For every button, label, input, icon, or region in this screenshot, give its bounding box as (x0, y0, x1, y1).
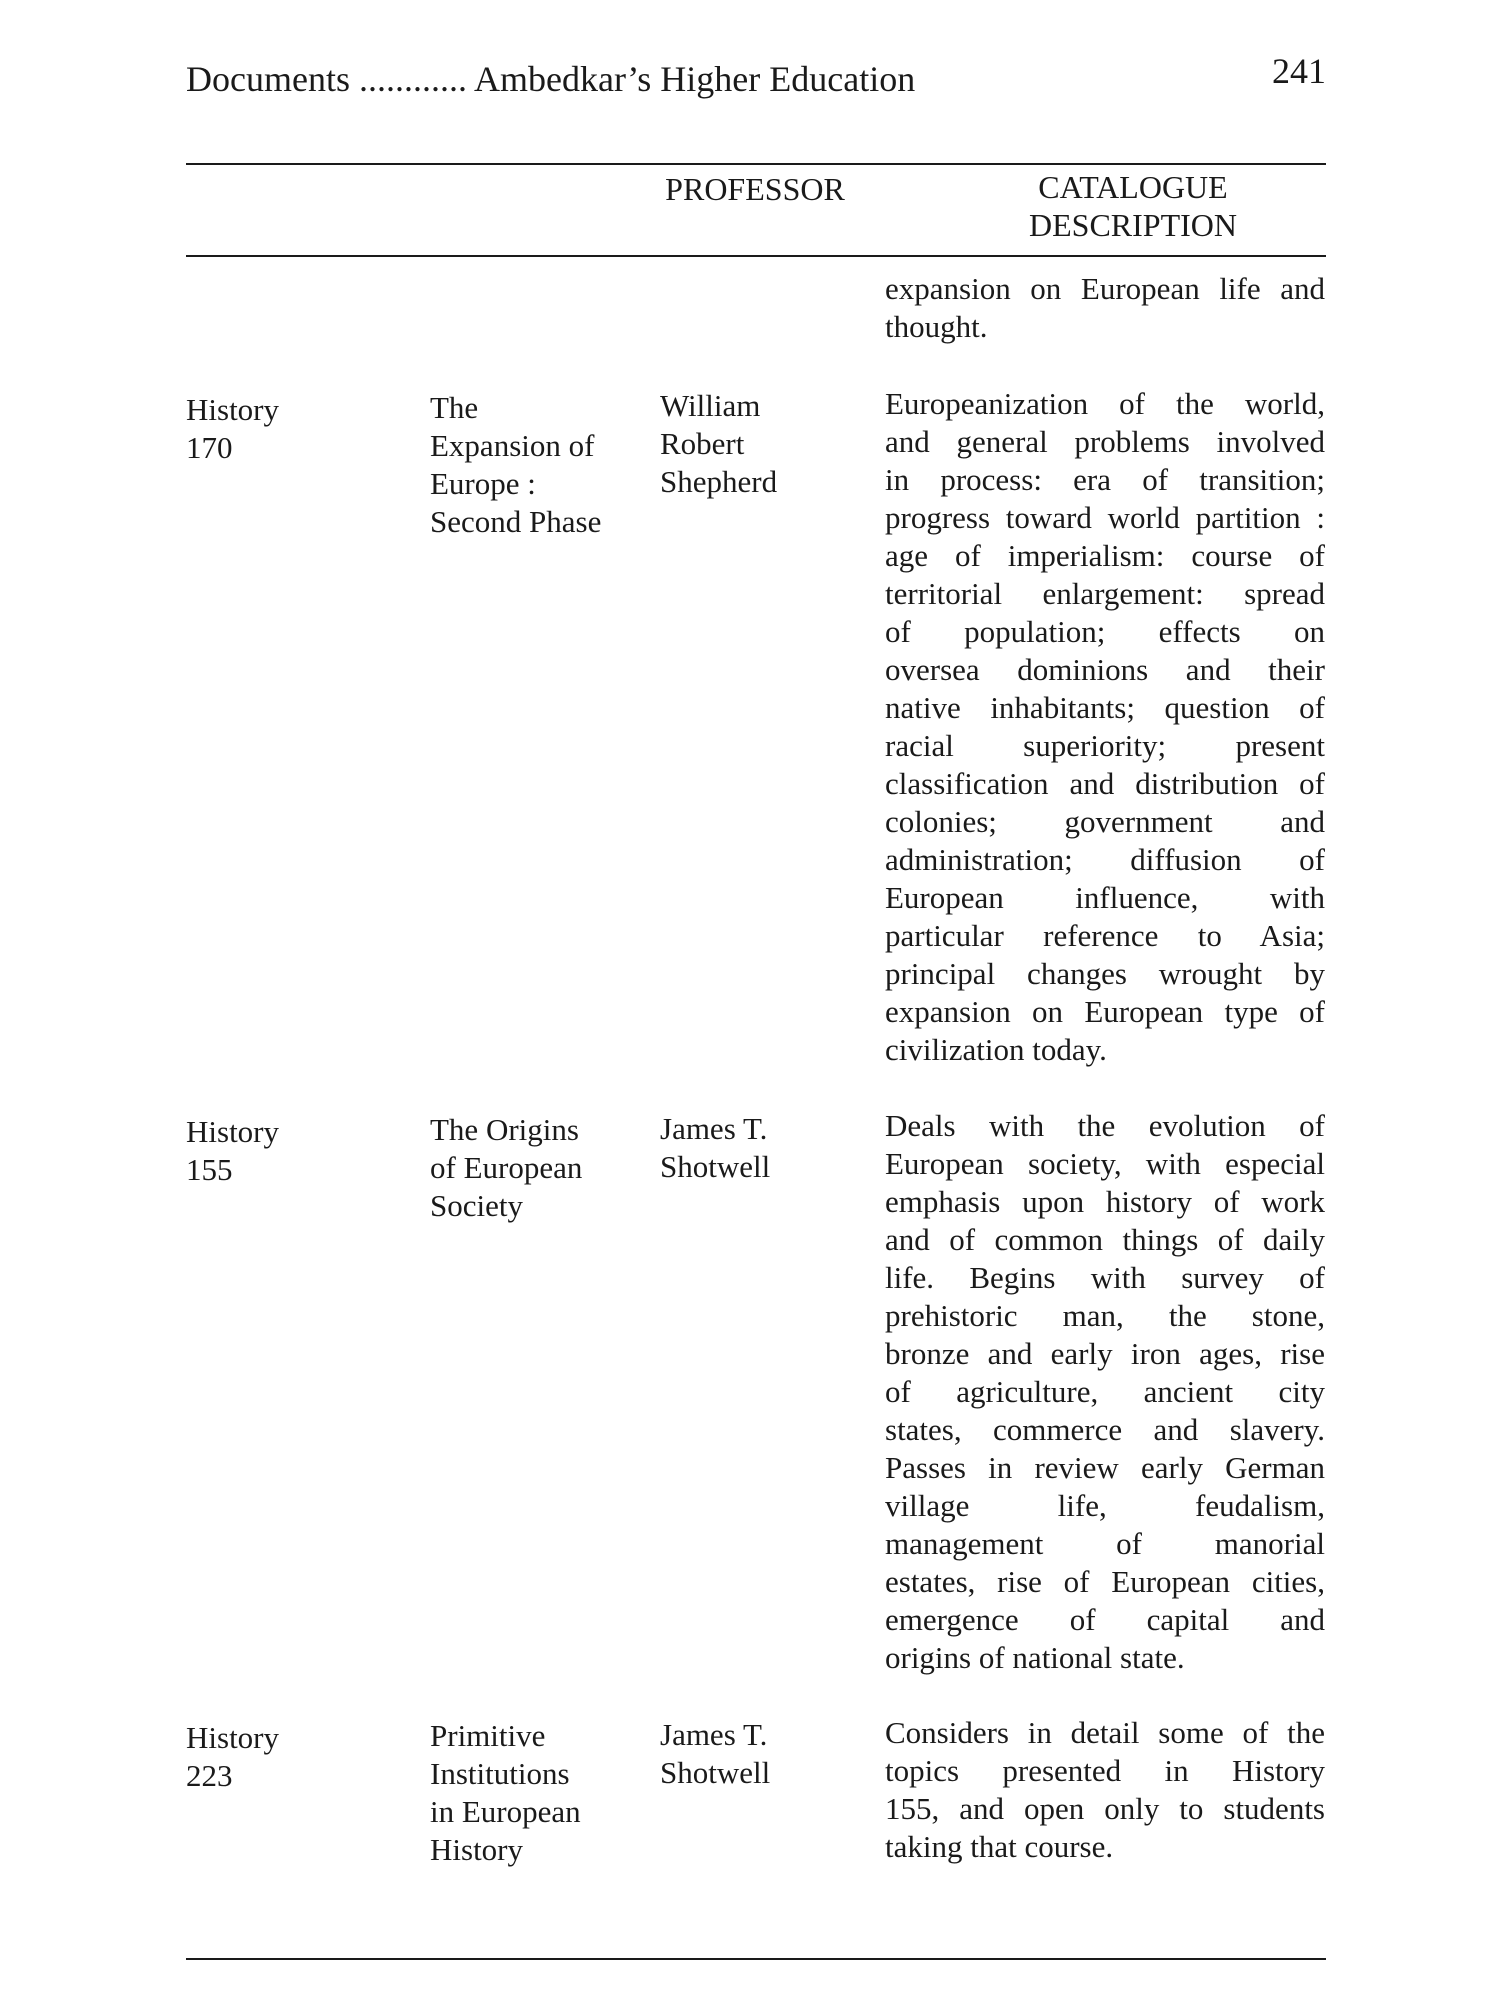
course-title-line: The Origins (430, 1112, 579, 1147)
description-line: thought. (885, 309, 988, 344)
course-professor (660, 387, 860, 501)
course-title-line: of European (430, 1150, 583, 1185)
course-title-line: Europe : (430, 466, 536, 501)
professor-line: William (660, 388, 761, 423)
course-title (430, 1111, 650, 1225)
course-title (430, 389, 650, 541)
course-number-line: 155 (186, 1152, 233, 1187)
course-title-line: Institutions (430, 1756, 570, 1791)
description-line: Considers in detail some of the (885, 1715, 1325, 1750)
description-line: management of manorial (885, 1526, 1325, 1561)
description-line: classification and distribution of (885, 766, 1325, 801)
description-line: emergence of capital and (885, 1602, 1325, 1637)
column-header-professor: PROFESSOR (665, 171, 845, 207)
course-number-line: History (186, 392, 279, 427)
description-line: expansion on European type of (885, 994, 1325, 1029)
description-line: in process: era of transition; (885, 462, 1325, 497)
description-line: 155, and open only to students (885, 1791, 1325, 1826)
description-line: estates, rise of European cities, (885, 1564, 1325, 1599)
running-head (186, 50, 1326, 110)
description-line: principal changes wrought by (885, 956, 1325, 991)
course-description (885, 1107, 1325, 1677)
description-line: Europeanization of the world, (885, 386, 1325, 421)
table-bottom-rule (186, 1958, 1326, 1960)
continued-description (885, 270, 1325, 346)
description-line: prehistoric man, the stone, (885, 1298, 1325, 1333)
professor-line: Shepherd (660, 464, 778, 499)
description-line: emphasis upon history of work (885, 1184, 1325, 1219)
course-number-line: 223 (186, 1758, 233, 1793)
description-line: native inhabitants; question of (885, 690, 1325, 725)
description-line: taking that course. (885, 1829, 1114, 1864)
description-line: origins of national state. (885, 1640, 1185, 1675)
course-title-line: Primitive (430, 1718, 546, 1753)
table-header-rule (186, 255, 1326, 257)
description-line: territorial enlargement: spread (885, 576, 1325, 611)
course-number (186, 1113, 386, 1189)
description-line: village life, feudalism, (885, 1488, 1325, 1523)
description-line: administration; diffusion of (885, 842, 1325, 877)
description-line: of agriculture, ancient city (885, 1374, 1325, 1409)
description-line: states, commerce and slavery. (885, 1412, 1325, 1447)
description-line: civilization today. (885, 1032, 1107, 1067)
description-line: age of imperialism: course of (885, 538, 1325, 573)
description-line: particular reference to Asia; (885, 918, 1325, 953)
description-line: racial superiority; present (885, 728, 1325, 763)
course-number (186, 391, 386, 467)
professor-line: James T. (660, 1717, 768, 1752)
description-line: expansion on European life and (885, 271, 1325, 306)
course-title-line: Expansion of (430, 428, 595, 463)
page-number: 241 (1272, 51, 1326, 91)
description-line: European influence, with (885, 880, 1325, 915)
course-number (186, 1719, 386, 1795)
description-line: and of common things of daily (885, 1222, 1325, 1257)
course-description (885, 385, 1325, 1069)
column-header-description-line: DESCRIPTION (1028, 207, 1237, 243)
description-line: progress toward world partition : (885, 500, 1325, 535)
description-line: Deals with the evolution of (885, 1108, 1325, 1143)
column-header-description-line: CATALOGUE (1038, 169, 1228, 205)
description-line: topics presented in History (885, 1753, 1325, 1788)
description-line: and general problems involved (885, 424, 1325, 459)
professor-line: Shotwell (660, 1149, 771, 1184)
course-description (885, 1714, 1325, 1866)
description-line: Passes in review early German (885, 1450, 1325, 1485)
professor-line: Robert (660, 426, 745, 461)
column-header-description (968, 168, 1298, 244)
description-line: bronze and early iron ages, rise (885, 1336, 1325, 1371)
course-title-line: History (430, 1832, 523, 1867)
table-top-rule (186, 163, 1326, 165)
course-number-line: 170 (186, 430, 233, 465)
course-number-line: History (186, 1720, 279, 1755)
course-title-line: Society (430, 1188, 523, 1223)
professor-line: Shotwell (660, 1755, 771, 1790)
course-number-line: History (186, 1114, 279, 1149)
course-title (430, 1717, 650, 1869)
description-line: of population; effects on (885, 614, 1325, 649)
description-line: oversea dominions and their (885, 652, 1325, 687)
description-line: European society, with especial (885, 1146, 1325, 1181)
course-title-line: in European (430, 1794, 581, 1829)
description-line: colonies; government and (885, 804, 1325, 839)
course-professor (660, 1110, 860, 1186)
description-line: life. Begins with survey of (885, 1260, 1325, 1295)
professor-line: James T. (660, 1111, 768, 1146)
running-title: Documents ............ Ambedkar’s Higher Education (186, 59, 916, 99)
course-title-line: Second Phase (430, 504, 602, 539)
course-professor (660, 1716, 860, 1792)
course-title-line: The (430, 390, 479, 425)
